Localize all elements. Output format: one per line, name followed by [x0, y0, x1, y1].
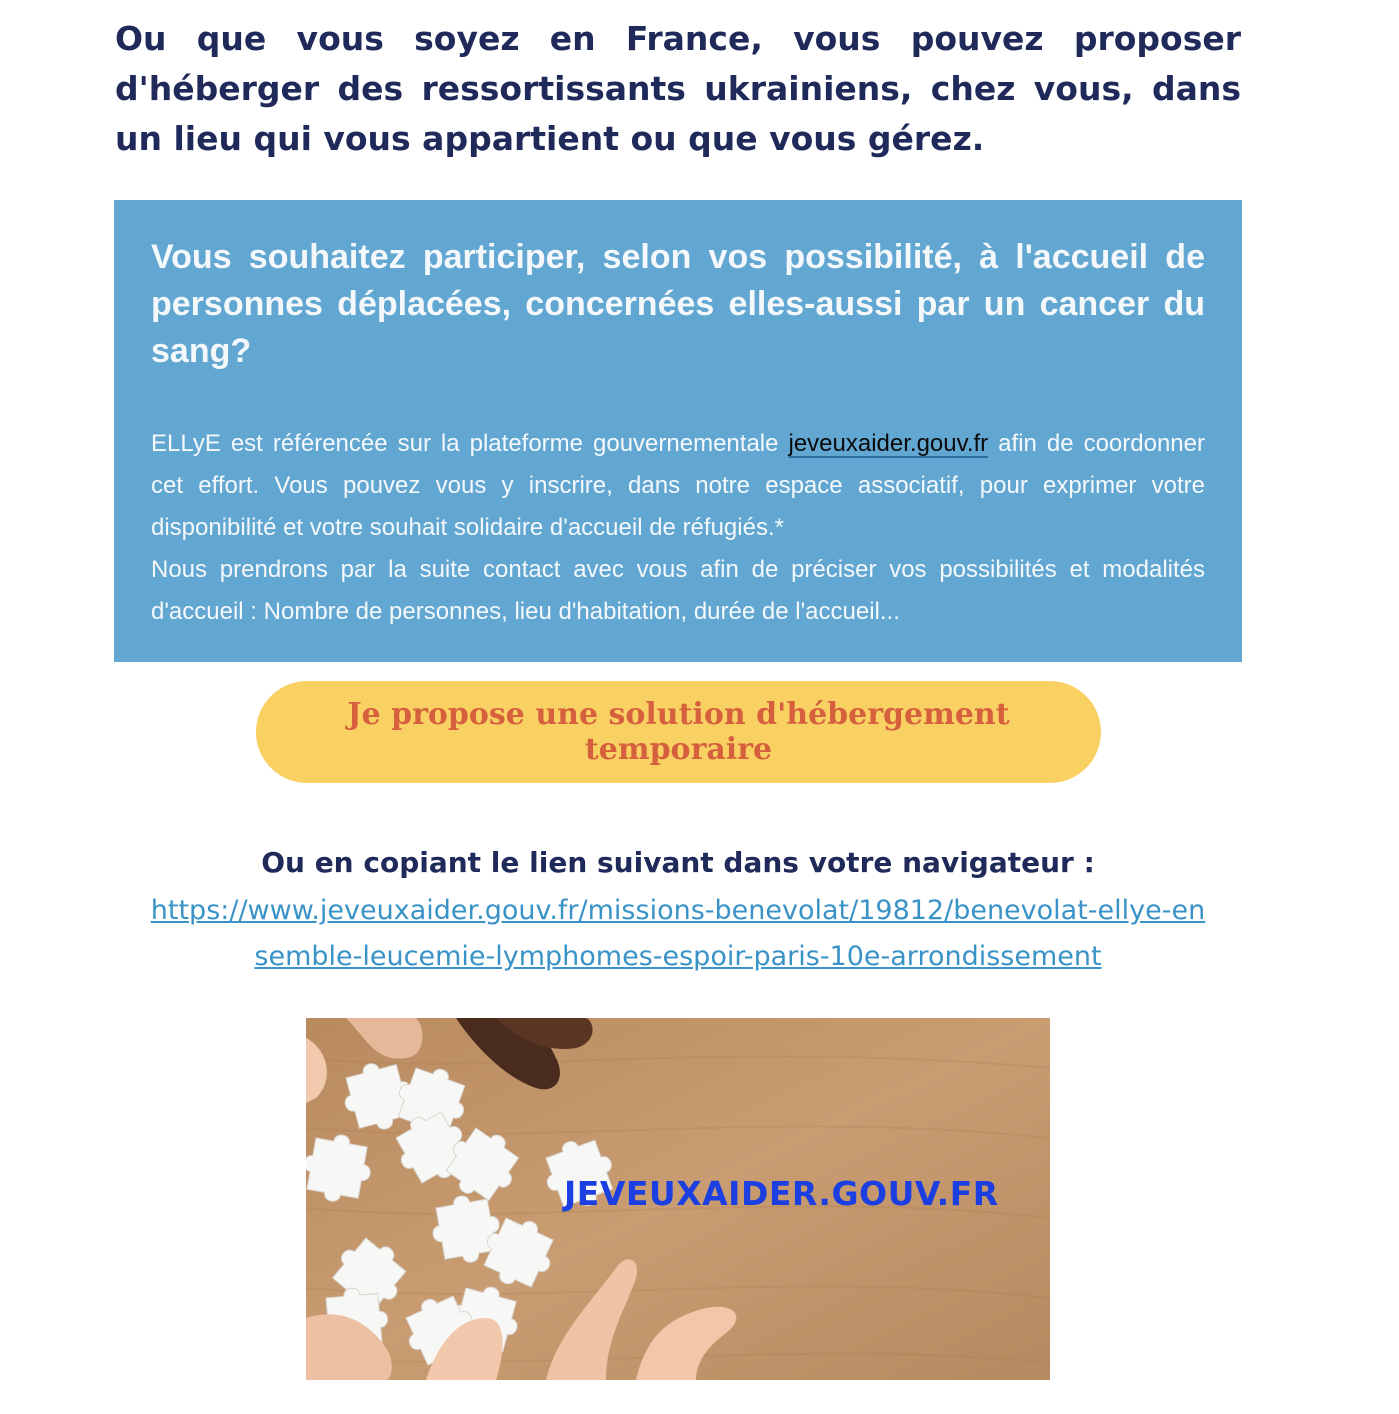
jeveuxaider-link[interactable]: jeveuxaider.gouv.fr [788, 430, 989, 457]
intro-paragraph: Ou que vous soyez en France, vous pouvez proposer d'héberger des ressortissants ukrainiens, chez vous, dans un lieu qui vous appartient ou que vous gérez. [115, 19, 1241, 158]
info-box [114, 200, 1242, 662]
info-box-text-before-link: ELLyE est référencée sur la plateforme gouvernementale [151, 430, 789, 457]
info-box-body [151, 423, 1205, 633]
info-box-text-after-link: afin de coordonner cet effort. Vous pouvez vous y inscrire, dans notre espace associatif, pour exprimer votre disponibilité et votre souhait solidaire d'accueil de réfugiés.* [151, 430, 1205, 541]
propose-housing-button[interactable]: Je propose une solution d'hébergement temporaire [256, 681, 1101, 783]
info-box-title: Vous souhaitez participer, selon vos possibilité, à l'accueil de personnes déplacées, concernées elles-aussi par un cancer du sang? [151, 238, 1205, 370]
image-caption: JEVEUXAIDER.GOUV.FR [564, 1174, 999, 1213]
mission-url-link[interactable]: https://www.jeveuxaider.gouv.fr/missions-benevolat/19812/benevolat-ellye-ensemble-leucemie-lymphomes-espoir-paris-10e-arrondissement [150, 895, 1206, 972]
copy-link-label: Ou en copiant le lien suivant dans votre navigateur : [261, 846, 1095, 879]
info-box-text-contact: Nous prendrons par la suite contact avec vous afin de préciser vos possibilités et modalités d'accueil : Nombre de personnes, lieu d'habitation, durée de l'accueil... [151, 556, 1205, 625]
puzzle-hands-image [306, 1018, 1050, 1380]
